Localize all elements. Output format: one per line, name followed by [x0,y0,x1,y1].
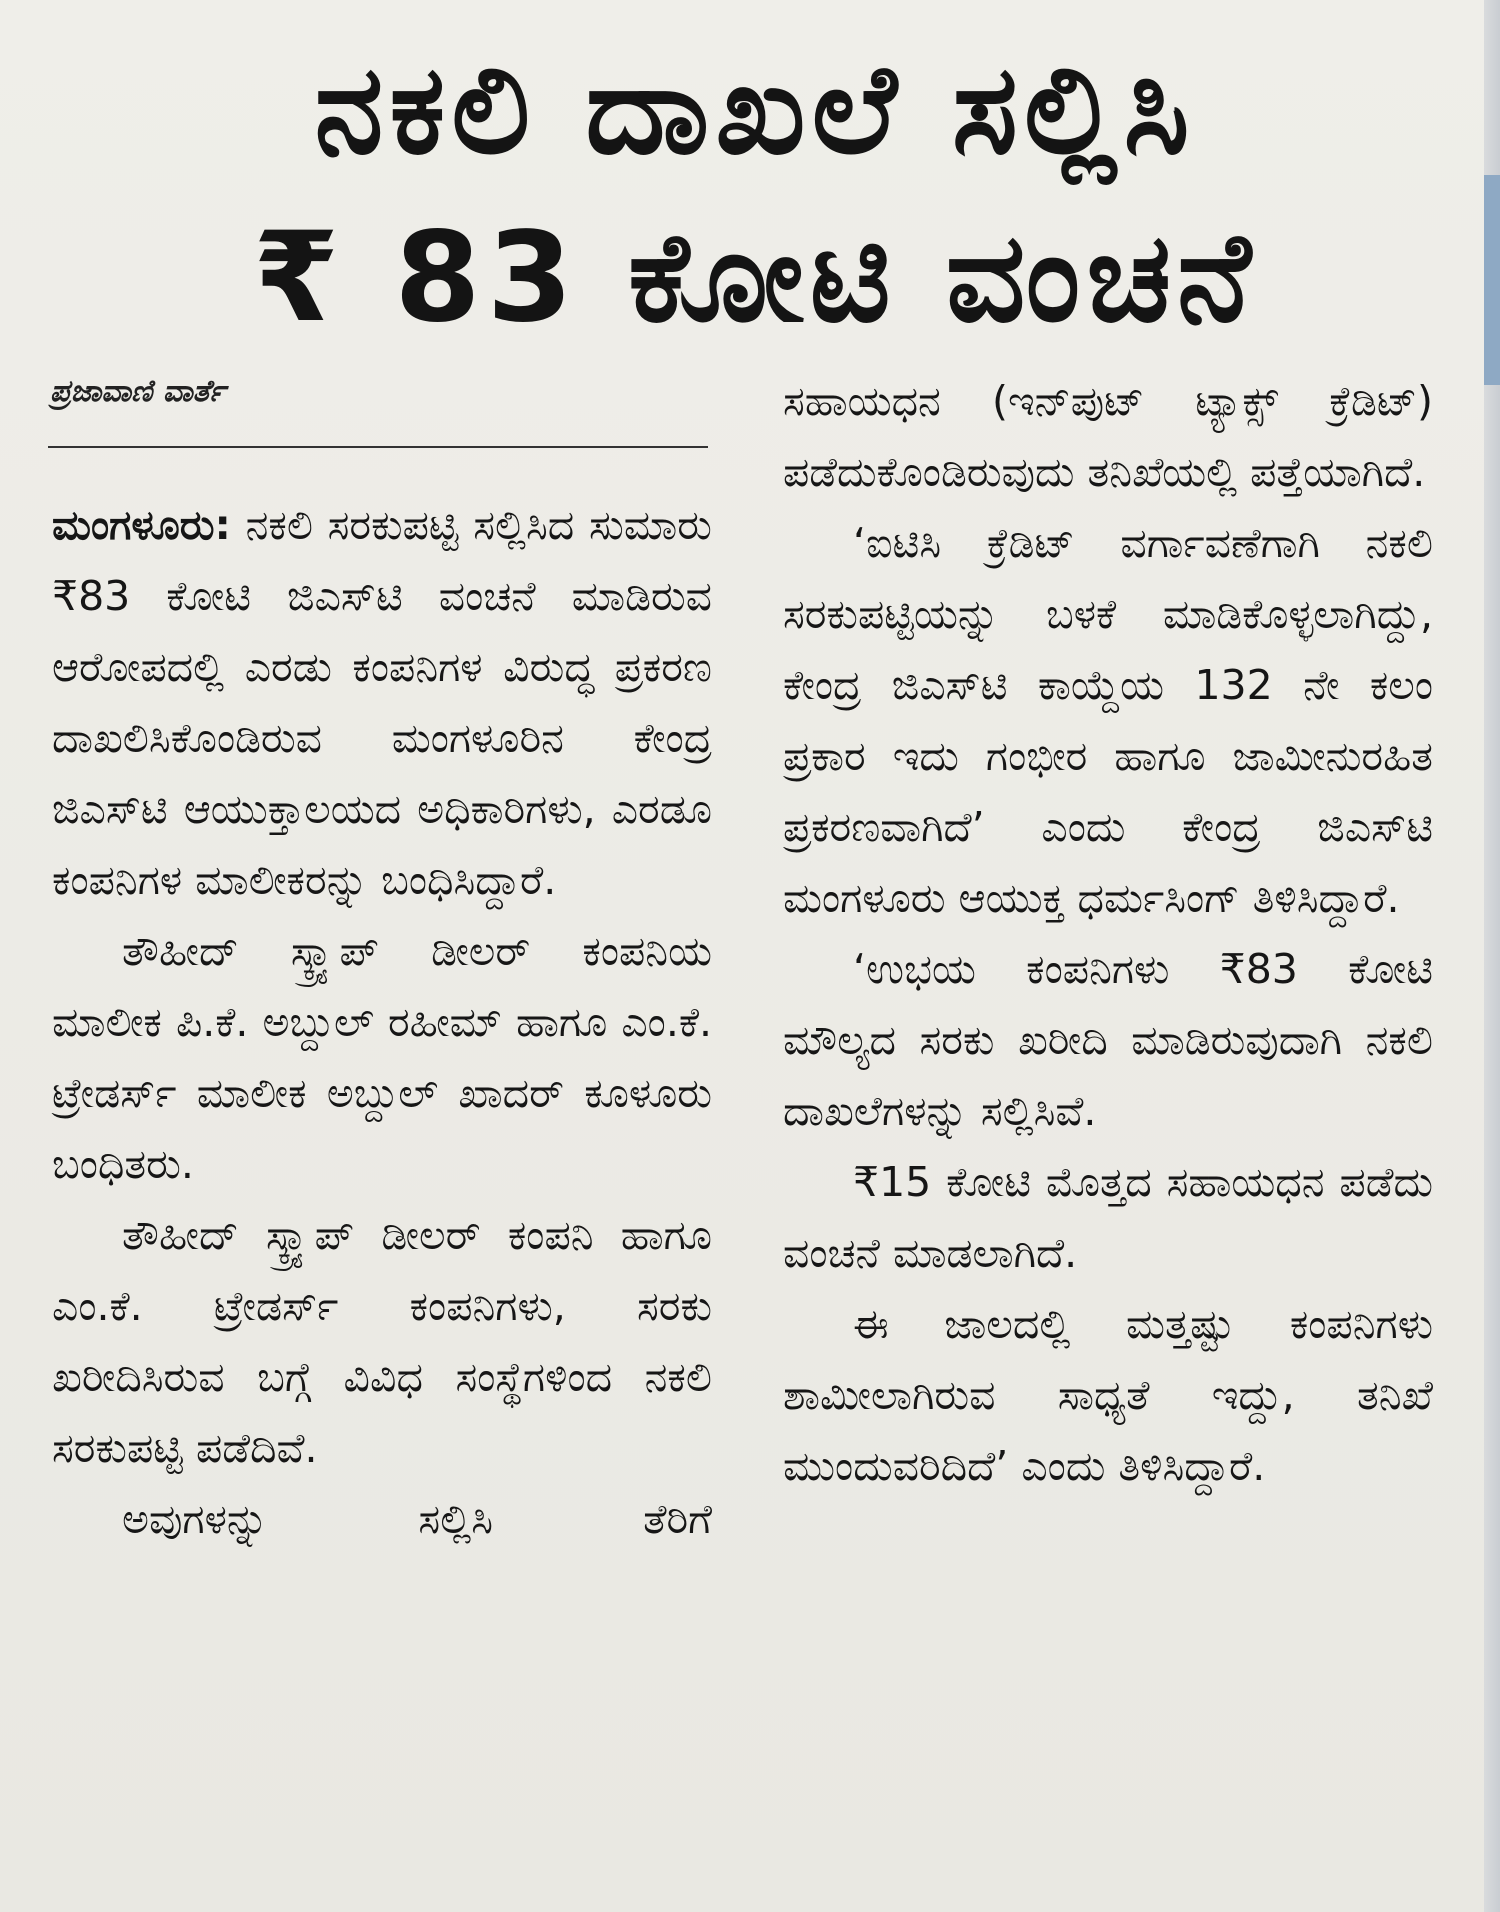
article-paragraph: ತೌಹೀದ್ ಸ್ಕ್ರ್ಯಾಪ್ ಡೀಲರ್ ಕಂಪನಿ ಹಾಗೂ ಎಂ.ಕೆ. ಟ್ರೇಡರ್ಸ್ ಕಂಪನಿಗಳು, ಸರಕು ಖರೀದಿಸಿರುವ ಬಗ್ಗೆ ವಿವಿಧ ಸಂಸ್ಥೆಗಳಿಂದ ನಕಲಿ ಸರಕುಪಟ್ಟಿ ಪಡೆದಿವೆ. [52,1211,712,1472]
paragraph-text: ನಕಲಿ ಸರಕುಪಟ್ಟಿ ಸಲ್ಲಿಸಿದ ಸುಮಾರು ₹83 ಕೋಟಿ ಜಿಎಸ್‌ಟಿ ವಂಚನೆ ಮಾಡಿರುವ ಆರೋಪದಲ್ಲಿ ಎರಡು ಕಂಪನಿಗಳ ವಿರುದ್ಧ ಪ್ರಕರಣ ದಾಖಲಿಸಿಕೊಂಡಿರುವ ಮಂಗಳೂರಿನ ಕೇಂದ್ರ ಜಿಎಸ್‌ಟಿ ಆಯುಕ್ತಾಲಯದ ಅಧಿಕಾರಿಗಳು, ಎರಡೂ ಕಂಪನಿಗಳ ಮಾಲೀಕರನ್ನು ಬಂಧಿಸಿದ್ದಾರೆ. [52,501,712,904]
adjacent-page-blue-strip [1484,175,1500,385]
article-paragraph: ಈ ಜಾಲದಲ್ಲಿ ಮತ್ತಷ್ಟು ಕಂಪನಿಗಳು ಶಾಮೀಲಾಗಿರುವ ಸಾಧ್ಯತೆ ಇದ್ದು, ತನಿಖೆ ಮುಂದುವರಿದಿದೆ’ ಎಂದು ತಿಳಿಸಿದ್ದಾರೆ. [783,1300,1433,1490]
article-column-right [783,366,1433,1502]
article-paragraph: ‘ಐಟಿಸಿ ಕ್ರೆಡಿಟ್ ವರ್ಗಾವಣೆಗಾಗಿ ನಕಲಿ ಸರಕುಪಟ್ಟಿಯನ್ನು ಬಳಕೆ ಮಾಡಿಕೊಳ್ಳಲಾಗಿದ್ದು, ಕೇಂದ್ರ ಜಿಎಸ್‌ಟಿ ಕಾಯ್ದೆಯ 132 ನೇ ಕಲಂ ಪ್ರಕಾರ ಇದು ಗಂಭೀರ ಹಾಗೂ ಜಾಮೀನುರಹಿತ ಪ್ರಕರಣವಾಗಿದೆ’ ಎಂದು ಕೇಂದ್ರ ಜಿಎಸ್‌ಟಿ ಮಂಗಳೂರು ಆಯುಕ್ತ ಧರ್ಮಸಿಂಗ್ ತಿಳಿಸಿದ್ದಾರೆ. [783,519,1433,922]
article-paragraph: ಸಹಾಯಧನ (ಇನ್‌ಪುಟ್ ಟ್ಯಾಕ್ಸ್ ಕ್ರೆಡಿಟ್) ಪಡೆದುಕೊಂಡಿರುವುದು ತನಿಖೆಯಲ್ಲಿ ಪತ್ತೆಯಾಗಿದೆ. [783,377,1433,496]
byline: ಪ್ರಜಾವಾಣಿ ವಾರ್ತೆ [50,374,226,409]
article-column-left [52,490,712,1555]
headline-line-2: ₹ 83 ಕೋಟಿ ವಂಚನೆ [252,206,1258,350]
article-paragraph: ಅವುಗಳನ್ನು ಸಲ್ಲಿಸಿ ತೆರಿಗೆ [122,1495,712,1543]
article-paragraph: ₹15 ಕೋಟಿ ಮೊತ್ತದ ಸಹಾಯಧನ ಪಡೆದು ವಂಚನೆ ಮಾಡಲಾಗಿದೆ. [783,1158,1433,1277]
headline-line-1: ನಕಲಿ ದಾಖಲೆ ಸಲ್ಲಿಸಿ [314,38,1196,182]
byline-divider [48,446,708,448]
dateline: ಮಂಗಳೂರು: [52,501,231,549]
article-paragraph: ‘ಉಭಯ ಕಂಪನಿಗಳು ₹83 ಕೋಟಿ ಮೌಲ್ಯದ ಸರಕು ಖರೀದಿ ಮಾಡಿರುವುದಾಗಿ ನಕಲಿ ದಾಖಲೆಗಳನ್ನು ಸಲ್ಲಿಸಿವೆ. [783,945,1433,1135]
article-paragraph: ತೌಹೀದ್ ಸ್ಕ್ರ್ಯಾಪ್ ಡೀಲರ್ ಕಂಪನಿಯ ಮಾಲೀಕ ಪಿ.ಕೆ. ಅಬ್ದುಲ್ ರಹೀಮ್ ಹಾಗೂ ಎಂ.ಕೆ. ಟ್ರೇಡರ್ಸ್ ಮಾಲೀಕ ಅಬ್ದುಲ್ ಖಾದರ್ ಕೂಳೂರು ಬಂಧಿತರು. [52,927,712,1188]
adjacent-page-edge [1484,0,1500,1912]
article-paragraph [52,490,712,916]
